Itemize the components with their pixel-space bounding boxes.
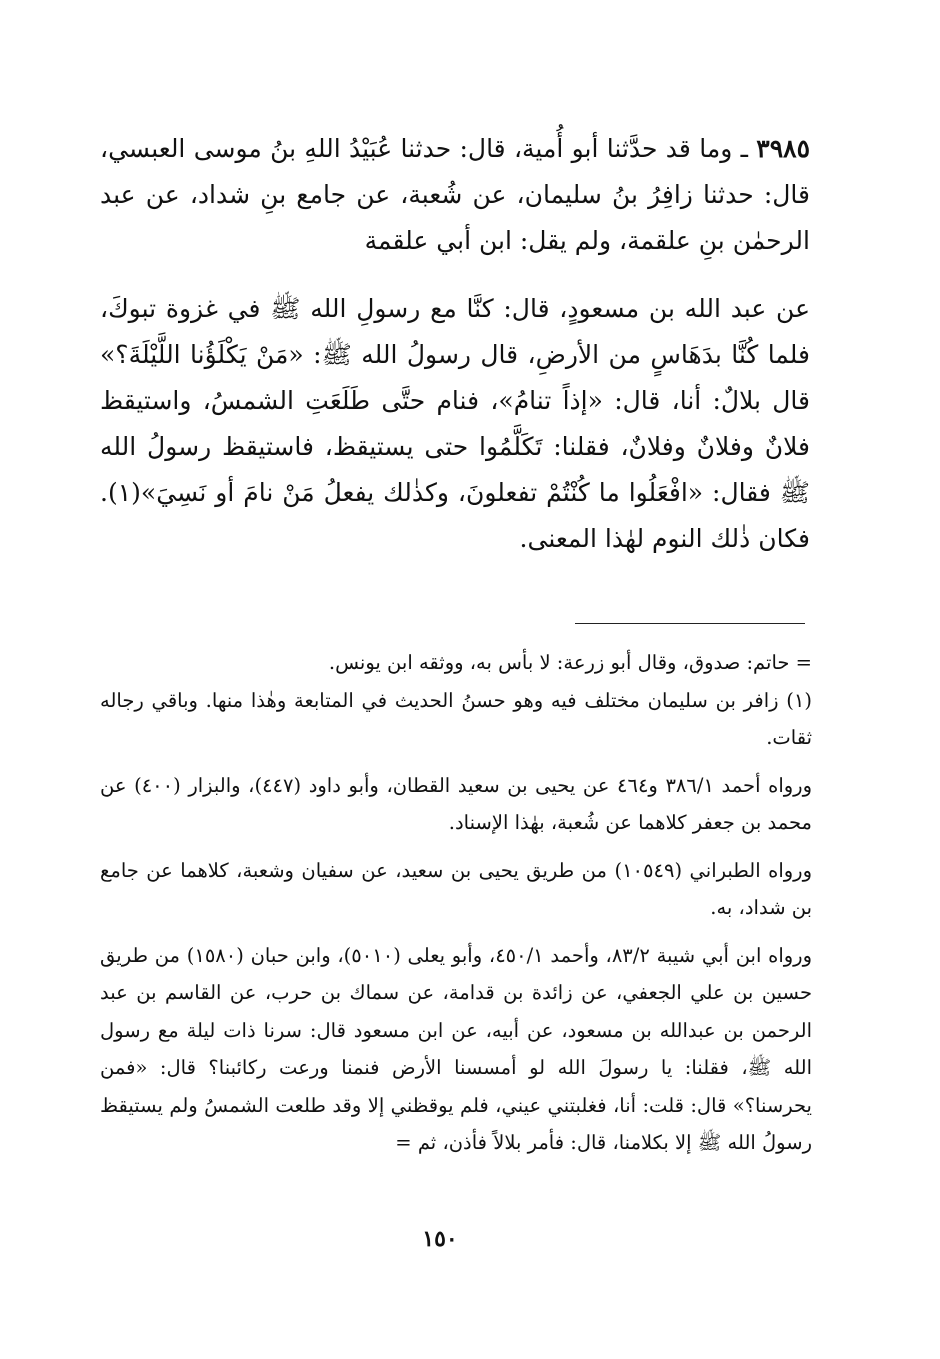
footnote-divider <box>575 623 805 624</box>
hadith-paragraph <box>100 126 810 264</box>
hadith-isnad-text: ـ وما قد حدَّثنا أبو أُمية، قال: حدثنا عُبَيْدُ اللهِ بنُ موسى العبسي، قال: حدثنا زافِرُ بنُ سليمان، عن شُعبة، عن جامع بنِ شداد، عن عبد الرحمٰن بنِ علقمة، ولم يقل: ابن أبي علقمة <box>100 134 810 255</box>
footnote-1: (١) زافر بن سليمان مختلف فيه وهو حسنُ الحديث في المتابعة وهٰذا منها. وباقي رجاله ثقات. <box>100 688 812 749</box>
footnotes <box>100 644 812 1162</box>
page-number: ١٥٠ <box>422 1226 458 1252</box>
footnote-paragraph: ورواه الطبراني (١٠٥٤٩) من طريق يحيى بن سعيد، عن سفيان وشعبة، كلاهما عن جامع بن شداد، به. <box>100 858 812 919</box>
footnote-paragraph: ورواه أحمد ٣٨٦/١ و٤٦٤ عن يحيى بن سعيد القطان، وأبو داود (٤٤٧)، والبزار (٤٠٠) عن محمد بن جعفر كلاهما عن شُعبة، بهٰذا الإسناد. <box>100 773 812 834</box>
hadith-number: ٣٩٨٥ <box>756 134 810 163</box>
hadith-matn-paragraph: عن عبد الله بن مسعودٍ، قال: كنَّا مع رسولِ الله ﷺ في غزوة تبوكَ، فلما كُنَّا بدَهَاسٍ من الأرضِ، قال رسولُ الله ﷺ: «مَنْ يَكْلَؤُنا اللَّيْلَةَ؟» قال بلالٌ: أنا، قال: «إذاً تنامُ»، فنام حتَّى طَلَعَتِ الشمسُ، واستيقظ فلانٌ وفلانٌ وفلانٌ، فقلنا: تَكَلَّمُوا حتى يستيقظ، فاستيقظ رسولُ الله ﷺ فقال: «افْعَلُوا ما كُنْتُمْ تفعلونَ، وكذٰلك يفعلُ مَنْ نامَ أو نَسِيَ»(١). فكان ذٰلك النوم لهٰذا المعنى. <box>100 294 810 553</box>
main-text <box>100 126 810 562</box>
footnote-paragraph: ورواه ابن أبي شيبة ٨٣/٢، وأحمد ٤٥٠/١، وأبو يعلى (٥٠١٠)، وابن حبان (١٥٨٠) من طريق حسين بن علي الجعفي، عن زائدة بن قدامة، عن سماك بن حرب، عن القاسم بن عبد الرحمن بن عبدالله بن مسعود، عن أبيه، عن ابن مسعود قال: سرنا ذات ليلة مع رسول الله ﷺ، فقلنا: يا رسولَ الله لو أمسسنا الأرض فنمنا ورعت ركائبنا؟ قال: «فمن يحرسنا؟» قال: قلت: أنا، فغلبتني عيني، فلم يوقظني إلا وقد طلعت الشمسُ ولم يستيقظ رسولُ الله ﷺ إلا بكلامنا، قال: فأمر بلالاً فأذن، ثم = <box>100 943 813 1154</box>
footnote-continuation: = حاتم: صدوق، وقال أبو زرعة: لا بأس به، ووثقه ابن يونس. <box>328 651 812 674</box>
